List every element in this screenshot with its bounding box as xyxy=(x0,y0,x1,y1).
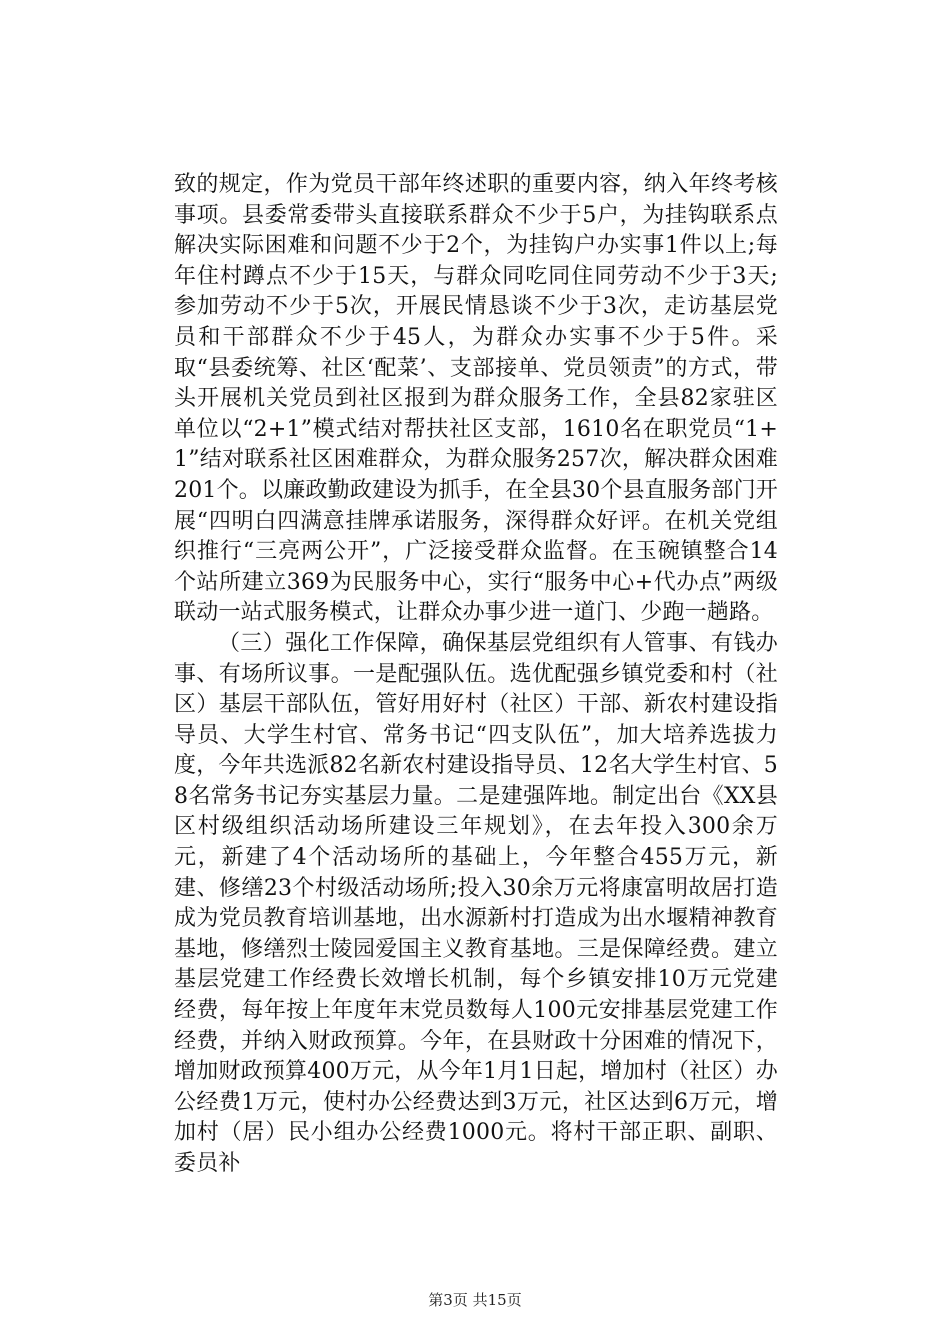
document-body xyxy=(174,170,778,1180)
paragraph-section-three: （三）强化工作保障，确保基层党组织有人管事、有钱办事、有场所议事。一是配强队伍。选优配强乡镇党委和村（社区）基层干部队伍，管好用好村（社区）干部、新农村建设指导员、大学生村官、常务书记“四支队伍”，加大培养选拔力度，今年共选派82名新农村建设指导员、12名大学生村官、58名常务书记夯实基层力量。二是建强阵地。制定出台《XX县区村级组织活动场所建设三年规划》，在去年投入300余万元，新建了4个活动场所的基础上，今年整合455万元，新建、修缮23个村级活动场所;投入30余万元将康富明故居打造成为党员教育培训基地，出水源新村打造成为出水堰精神教育基地，修缮烈士陵园爱国主义教育基地。三是保障经费。建立基层党建工作经费长效增长机制，每个乡镇安排10万元党建经费，每年按上年度年末党员数每人100元安排基层党建工作经费，并纳入财政预算。今年，在县财政十分困难的情况下，增加财政预算400万元，从今年1月1日起，增加村（社区）办公经费1万元，使村办公经费达到3万元，社区达到6万元，增加村（居）民小组办公经费1000元。将村干部正职、副职、委员补 xyxy=(174,630,778,1176)
page-number-footer: 第3页 共15页 xyxy=(428,1291,522,1309)
paragraph-continuation: 致的规定，作为党员干部年终述职的重要内容，纳入年终考核事项。县委常委带头直接联系群众不少于5户，为挂钩联系点解决实际困难和问题不少于2个，为挂钩户办实事1件以上;每年住村蹲点不少于15天，与群众同吃同住同劳动不少于3天;参加劳动不少于5次，开展民情恳谈不少于3次，走访基层党员和干部群众不少于45人，为群众办实事不少于5件。采取“县委统筹、社区‘配菜’、支部接单、党员领责”的方式，带头开展机关党员到社区报到为群众服务工作，全县82家驻区单位以“2+1”模式结对帮扶社区支部，1610名在职党员“1+1”结对联系社区困难群众，为群众服务257次，解决群众困难201个。以廉政勤政建设为抓手，在全县30个县直服务部门开展“四明白四满意挂牌承诺服务，深得群众好评。在机关党组织推行“三亮两公开”，广泛接受群众监督。在玉碗镇整合14个站所建立369为民服务中心，实行“服务中心+代办点”两级联动一站式服务模式，让群众办事少进一道门、少跑一趟路。 xyxy=(174,172,778,626)
